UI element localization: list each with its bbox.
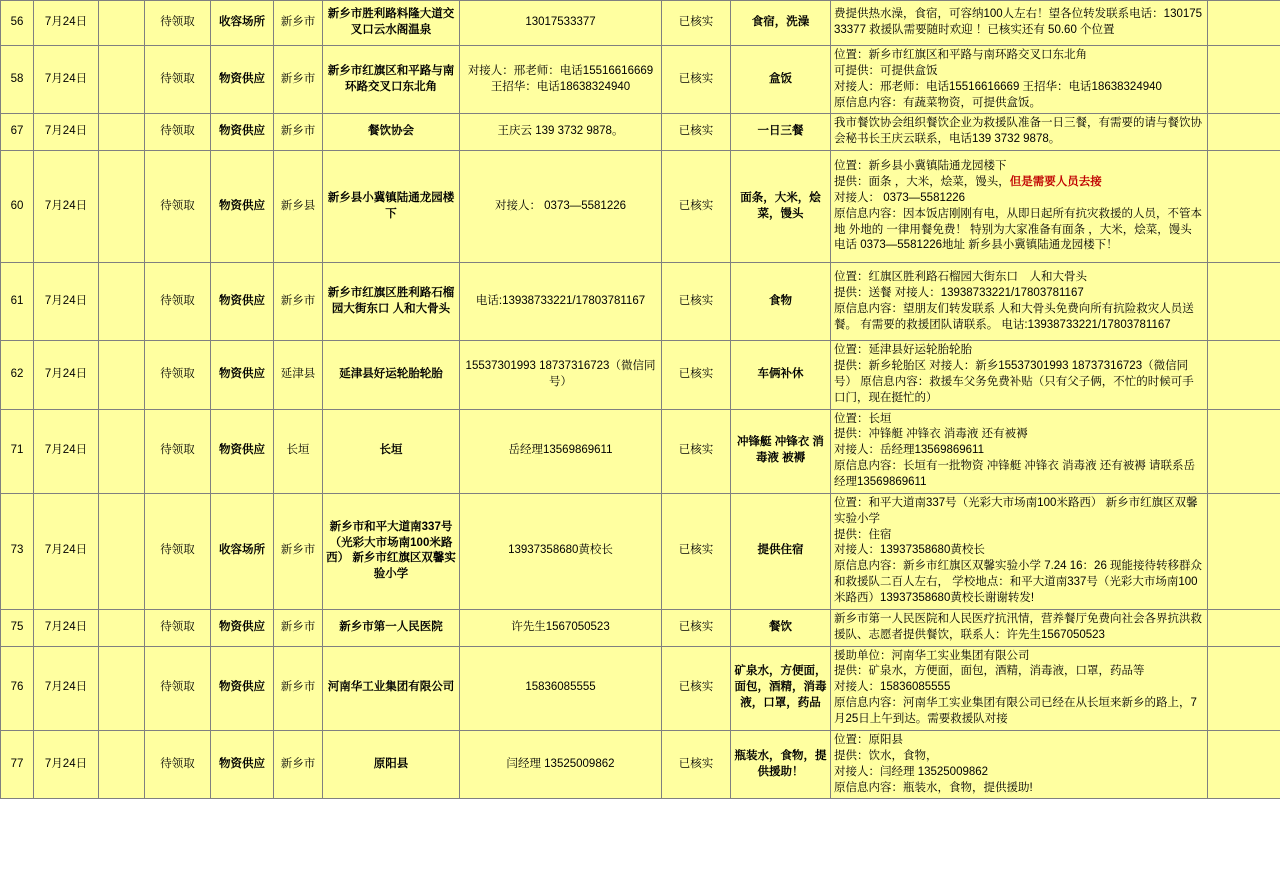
cell-verify: 已核实 [662,1,731,46]
cell-type: 物资供应 [211,646,274,730]
cell-place: 餐饮协会 [323,114,460,151]
cell-need: 一日三餐 [731,114,831,151]
cell-place: 新乡市红旗区胜利路石榴园大街东口 人和大骨头 [323,263,460,341]
cell-tail [1208,341,1280,409]
cell-need: 盒饭 [731,46,831,114]
cell-verify: 已核实 [662,493,731,609]
cell-contact: 13937358680黄校长 [460,493,662,609]
cell-id: 73 [1,493,34,609]
cell-tail [1208,730,1280,798]
cell-type: 物资供应 [211,46,274,114]
cell-id: 71 [1,409,34,493]
table-row[interactable] [1,1,1280,46]
cell-region: 新乡市 [274,263,323,341]
cell-verify: 已核实 [662,730,731,798]
cell-verify: 已核实 [662,46,731,114]
cell-verify: 已核实 [662,151,731,263]
cell-status: 待领取 [145,609,211,646]
cell-blank [99,263,145,341]
cell-status: 待领取 [145,151,211,263]
cell-detail [831,151,1208,263]
cell-blank [99,730,145,798]
detail-text: 援助单位：河南华工实业集团有限公司 提供：矿泉水，方便面，面包，酒精，消毒液，口罩，药品等 对接人：15836085555 原信息内容：河南华工实业集团有限公司已经在从长垣来新乡的路上，7月25日上午到达。需要救援队对接 [834,649,1197,726]
cell-need: 瓶装水，食物，提供援助！ [731,730,831,798]
detail-text: 费提供热水澡，食宿，可容纳100人左右！望各位转发联系电话：13017533377 救援队需要随时欢迎 ！已核实还有 50.60 个位置 [834,8,1203,36]
cell-date: 7月24日 [34,46,99,114]
cell-blank [99,1,145,46]
cell-blank [99,114,145,151]
cell-detail [831,263,1208,341]
cell-id: 67 [1,114,34,151]
cell-tail [1208,263,1280,341]
cell-region: 新乡市 [274,1,323,46]
cell-need: 餐饮 [731,609,831,646]
cell-type: 物资供应 [211,341,274,409]
cell-place: 新乡市第一人民医院 [323,609,460,646]
detail-text: 位置：和平大道南337号（光彩大市场南100米路西） 新乡市红旗区双馨实验小学 提供：住宿 对接人：13937358680黄校长 原信息内容：新乡市红旗区双馨实验小学 7.24 16：26 现能接待转移群众和救援队二百人左右， 学校地点：和平大道南337号（光彩大市场南100米路西）13937358680黄校长谢谢转发! [834,496,1203,605]
cell-date: 7月24日 [34,263,99,341]
highlighted-note: 但是需要人员去接 [1009,175,1102,188]
detail-text: 对接人： 0373—5581226 原信息内容：因本饭店刚刚有电，从即日起所有抗灾救援的人员，不管本地 外地的 一律用餐免费！ 特别为大家准备有面条 ，大米，烩菜，馒头 电话 0373—5581226地址 新乡县小冀镇陆通龙园楼下！ [834,191,1202,252]
cell-detail [831,46,1208,114]
cell-contact: 对接人： 0373—5581226 [460,151,662,263]
cell-id: 76 [1,646,34,730]
cell-detail [831,114,1208,151]
cell-verify: 已核实 [662,341,731,409]
detail-text: 位置：原阳县 提供：饮水，食物， 对接人：闫经理 13525009862 原信息内容：瓶装水，食物，提供援助! [834,733,1033,794]
table-row[interactable] [1,409,1280,493]
cell-detail [831,1,1208,46]
cell-place: 河南华工业集团有限公司 [323,646,460,730]
cell-id: 77 [1,730,34,798]
cell-detail [831,646,1208,730]
cell-detail [831,341,1208,409]
cell-verify: 已核实 [662,646,731,730]
cell-region: 新乡市 [274,609,323,646]
cell-id: 56 [1,1,34,46]
cell-detail [831,609,1208,646]
cell-status: 待领取 [145,1,211,46]
cell-blank [99,341,145,409]
cell-verify: 已核实 [662,409,731,493]
cell-blank [99,151,145,263]
cell-status: 待领取 [145,114,211,151]
cell-region: 新乡市 [274,114,323,151]
cell-type: 物资供应 [211,730,274,798]
table-row[interactable] [1,114,1280,151]
cell-region: 新乡市 [274,646,323,730]
cell-id: 62 [1,341,34,409]
table-row[interactable] [1,609,1280,646]
cell-tail [1208,609,1280,646]
cell-verify: 已核实 [662,114,731,151]
cell-place: 原阳县 [323,730,460,798]
cell-region: 长垣 [274,409,323,493]
cell-id: 60 [1,151,34,263]
cell-status: 待领取 [145,46,211,114]
cell-tail [1208,151,1280,263]
cell-contact: 电话:13938733221/17803781167 [460,263,662,341]
cell-type: 物资供应 [211,151,274,263]
cell-id: 58 [1,46,34,114]
cell-date: 7月24日 [34,730,99,798]
cell-place: 长垣 [323,409,460,493]
cell-contact: 王庆云 139 3732 9878。 [460,114,662,151]
cell-place: 新乡市红旗区和平路与南环路交叉口东北角 [323,46,460,114]
cell-date: 7月24日 [34,341,99,409]
detail-text: 位置：新乡县小冀镇陆通龙园楼下 提供：面条 ，大米，烩菜，馒头， [834,160,1010,188]
cell-region: 新乡市 [274,730,323,798]
cell-date: 7月24日 [34,646,99,730]
cell-detail [831,493,1208,609]
cell-need: 冲锋艇 冲锋衣 消毒液 被褥 [731,409,831,493]
cell-blank [99,609,145,646]
cell-need: 食物 [731,263,831,341]
cell-region: 延津县 [274,341,323,409]
cell-region: 新乡县 [274,151,323,263]
cell-status: 待领取 [145,493,211,609]
cell-type: 收容场所 [211,1,274,46]
cell-type: 物资供应 [211,114,274,151]
table-row[interactable] [1,263,1280,341]
cell-need: 提供住宿 [731,493,831,609]
cell-verify: 已核实 [662,609,731,646]
cell-detail [831,409,1208,493]
table-row[interactable] [1,493,1280,609]
detail-text: 位置：长垣 提供：冲锋艇 冲锋衣 消毒液 还有被褥 对接人：岳经理13569869611 原信息内容：长垣有一批物资 冲锋艇 冲锋衣 消毒液 还有被褥 请联系岳经理13569869611 [834,412,1195,489]
detail-text: 新乡市第一人民医院和人民医疗抗汛情，营养餐厅免费向社会各界抗洪救援队、志愿者提供餐饮，联系人：许先生1567050523 [834,612,1202,641]
cell-place: 新乡市和平大道南337号（光彩大市场南100米路西） 新乡市红旗区双馨实验小学 [323,493,460,609]
cell-date: 7月24日 [34,493,99,609]
cell-need: 车俩补休 [731,341,831,409]
cell-blank [99,493,145,609]
cell-status: 待领取 [145,730,211,798]
detail-text: 位置：红旗区胜利路石榴园大街东口 人和大骨头 提供：送餐 对接人：13938733221/17803781167 原信息内容：望朋友们转发联系 人和大骨头免费向所有抗险救灾人员送餐。 有需要的救援团队请联系。 电诂:13938733221/17803781167 [834,270,1194,331]
cell-tail [1208,646,1280,730]
cell-verify: 已核实 [662,263,731,341]
cell-contact: 岳经理13569869611 [460,409,662,493]
cell-need: 面条，大米，烩菜，馒头 [731,151,831,263]
cell-need: 矿泉水，方便面，面包，酒精，消毒液，口罩，药品 [731,646,831,730]
cell-status: 待领取 [145,646,211,730]
cell-blank [99,409,145,493]
cell-status: 待领取 [145,341,211,409]
cell-tail [1208,409,1280,493]
table-row[interactable] [1,730,1280,798]
cell-detail [831,730,1208,798]
cell-tail [1208,46,1280,114]
cell-contact: 对接人：邢老师：电话15516616669 王招华：电话18638324940 [460,46,662,114]
cell-date: 7月24日 [34,609,99,646]
cell-date: 7月24日 [34,1,99,46]
cell-region: 新乡市 [274,46,323,114]
table-row[interactable] [1,46,1280,114]
table-row[interactable] [1,151,1280,263]
detail-text: 位置：延津县好运轮胎轮胎 提供：新乡轮胎区 对接人：新乡15537301993 18737316723（微信同号） 原信息内容：救援车父务免费补贴（只有父子俩，不忙的时候可手口门，现在挺忙的） [834,344,1194,404]
cell-date: 7月24日 [34,151,99,263]
cell-contact: 15836085555 [460,646,662,730]
cell-date: 7月24日 [34,409,99,493]
cell-place: 延津县好运轮胎轮胎 [323,341,460,409]
cell-place: 新乡县小冀镇陆通龙园楼下 [323,151,460,263]
cell-type: 收容场所 [211,493,274,609]
cell-contact: 13017533377 [460,1,662,46]
table-row[interactable] [1,646,1280,730]
cell-contact: 15537301993 18737316723（微信同号） [460,341,662,409]
table-row[interactable] [1,341,1280,409]
cell-blank [99,646,145,730]
cell-id: 75 [1,609,34,646]
cell-status: 待领取 [145,263,211,341]
cell-need: 食宿，洗澡 [731,1,831,46]
cell-region: 新乡市 [274,493,323,609]
cell-type: 物资供应 [211,609,274,646]
cell-contact: 许先生1567050523 [460,609,662,646]
cell-tail [1208,1,1280,46]
cell-contact: 闫经理 13525009862 [460,730,662,798]
cell-date: 7月24日 [34,114,99,151]
cell-type: 物资供应 [211,263,274,341]
cell-status: 待领取 [145,409,211,493]
detail-text: 位置：新乡市红旗区和平路与南环路交叉口东北角 可提供：可提供盒饭 对接人：邢老师：电话15516616669 王招华：电话18638324940 原信息内容：有蔬菜物资，可提供盒饭。 [834,49,1162,109]
detail-text: 我市餐饮协会组织餐饮企业为救援队准备一日三餐，有需要的请与餐饮协会秘书长王庆云联系，电话139 3732 9878。 [834,117,1202,146]
cell-tail [1208,114,1280,151]
cell-type: 物资供应 [211,409,274,493]
cell-place: 新乡市胜利路料隆大道交叉口云水阁温泉 [323,1,460,46]
cell-tail [1208,493,1280,609]
cell-id: 61 [1,263,34,341]
cell-blank [99,46,145,114]
